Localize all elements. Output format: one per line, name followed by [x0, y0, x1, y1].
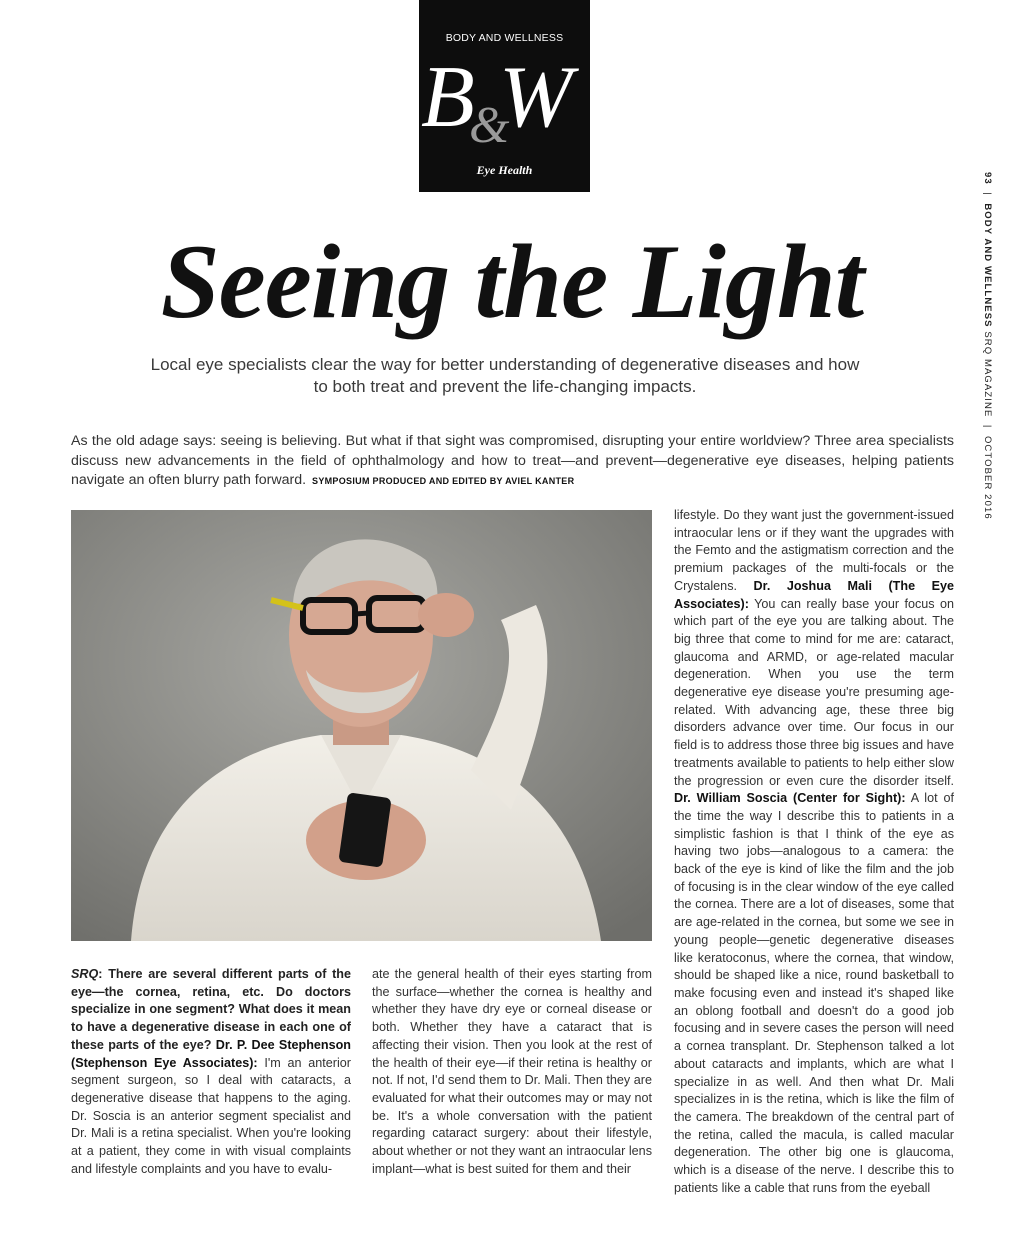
- article-title: Seeing the Light: [160, 223, 864, 340]
- separator: |: [982, 424, 993, 429]
- speaker-mali: Dr. Joshua Mali (The Eye Associates):: [674, 578, 955, 611]
- body-column-1: [71, 966, 351, 1178]
- section-name: Eye Health: [476, 163, 533, 177]
- magazine-name: SRQ MAGAZINE: [982, 331, 993, 418]
- article-credit: SYMPOSIUM PRODUCED AND EDITED BY AVIEL KANTER: [312, 476, 575, 486]
- logo-w: W: [499, 56, 573, 146]
- page-number: 93: [982, 172, 993, 185]
- srq-label: SRQ: [71, 967, 99, 981]
- body-column-3: [674, 507, 954, 1197]
- speaker-soscia: Dr. William Soscia (Center for Sight):: [674, 791, 906, 806]
- answer-text: I'm an anterior segment surgeon, so I deal with cataracts, a degenerative disease that happens to the aging. Dr. Soscia is an anterior segment specialist and Dr. Mali is a retina specialist. When you're looking at a patient, they come in with visual complaints and lifestyle complaints and you have to evalu-: [71, 1055, 351, 1176]
- answer-text: ate the general health of their eyes starting from the surface—whether the cornea is healthy and whether they have dry eye or corneal disease or both. Whether they have a cataract that is affecting their vision. Then you look at the rest of the health of their eye—if their retina is healthy or not. If not, I'd send them to Dr. Mali. Then they are evaluated for what their outcomes may or may not be. It's a whole conversation with the patient regarding cataract surgery: about their lifestyle, about whether or not they want an intraocular lens implant—what is best suited for them and their: [372, 967, 652, 1176]
- intro-text: As the old adage says: seeing is believing. But what if that sight was compromised, disrupting your entire worldview? Three area specialists discuss new advancements in the field of ophthalmology and how to treat—and prevent—degenerative eye diseases, helping patients navigate an often blurry path forward.: [71, 433, 954, 488]
- issue-date: OCTOBER 2016: [982, 435, 993, 520]
- body-column-2: [372, 966, 652, 1178]
- section-badge: [419, 0, 590, 192]
- answer-text: lifestyle. Do they want just the government-issued intraocular lens or if they want the upgrades with the Femto and the astigmatism correction and the premium packages of the multi-focals or the Crystalens.: [674, 508, 954, 593]
- answer-text: You can really base your focus on which part of the eye you are talking about. The big three that come to mind for me are: cataract, glaucoma and ARMD, or age-related macular degeneration. When you use the term degenerative eye disease you're presuming age-related. With advancing age, these three big disorders advance over time. Our focus in our field is to address those three big issues and have treatments available to patients to help either slow the progression or even cure the disorder itself.: [674, 596, 954, 788]
- separator: |: [982, 192, 993, 196]
- running-section: BODY AND WELLNESS: [982, 203, 993, 328]
- section-kicker: BODY AND WELLNESS: [445, 32, 564, 44]
- speaker-stephenson: Dr. P. Dee Stephenson (Stephenson Eye Associates):: [71, 1037, 352, 1070]
- logo-ampersand: &: [469, 97, 510, 146]
- question-text: : There are several different parts of the eye—the cornea, retina, etc. Do doctors specialize in one segment? What does it mean to have a degenerative disease in each one of these parts of the eye?: [71, 967, 351, 1052]
- bw-logo-icon: [419, 56, 590, 146]
- man-squinting-at-phone-icon: [71, 510, 652, 941]
- article-intro: [71, 432, 954, 492]
- article-photo: [71, 510, 652, 941]
- logo-b: B: [421, 56, 475, 146]
- article-subtitle: Local eye specialists clear the way for better understanding of degenerative diseases and how to both treat and prevent the life-changing impacts.: [150, 355, 860, 396]
- answer-text: A lot of the time the way I describe this to patients in a simplistic fashion is that I think of the eye as having two jobs—analogous to a camera: the back of the eye is kind of like the film and the job of focusing is in the clear window of the eye called the cornea. There are a lot of diseases, some that are age-related in the cornea, but some we see in young people—genetic degenerative diseases like keratoconus, where the cornea, that window, should be shaped like a nice, round basketball to make focusing even and instead it's shaped like an oblong football and doesn't do a good job focusing and in severe cases the person will need a cornea transplant. Dr. Stephenson talked a lot about cataracts and implants, which are what I specialize in as well. And then what Dr. Mali specializes in is the retina, which is like the film of the camera. The breakdown of the central part of the retina, called the macula, is called macular degeneration. The other big one is glaucoma, which is a disease of the nerve. I describe this to patients like a cable that runs from the eyeball: [674, 791, 954, 1195]
